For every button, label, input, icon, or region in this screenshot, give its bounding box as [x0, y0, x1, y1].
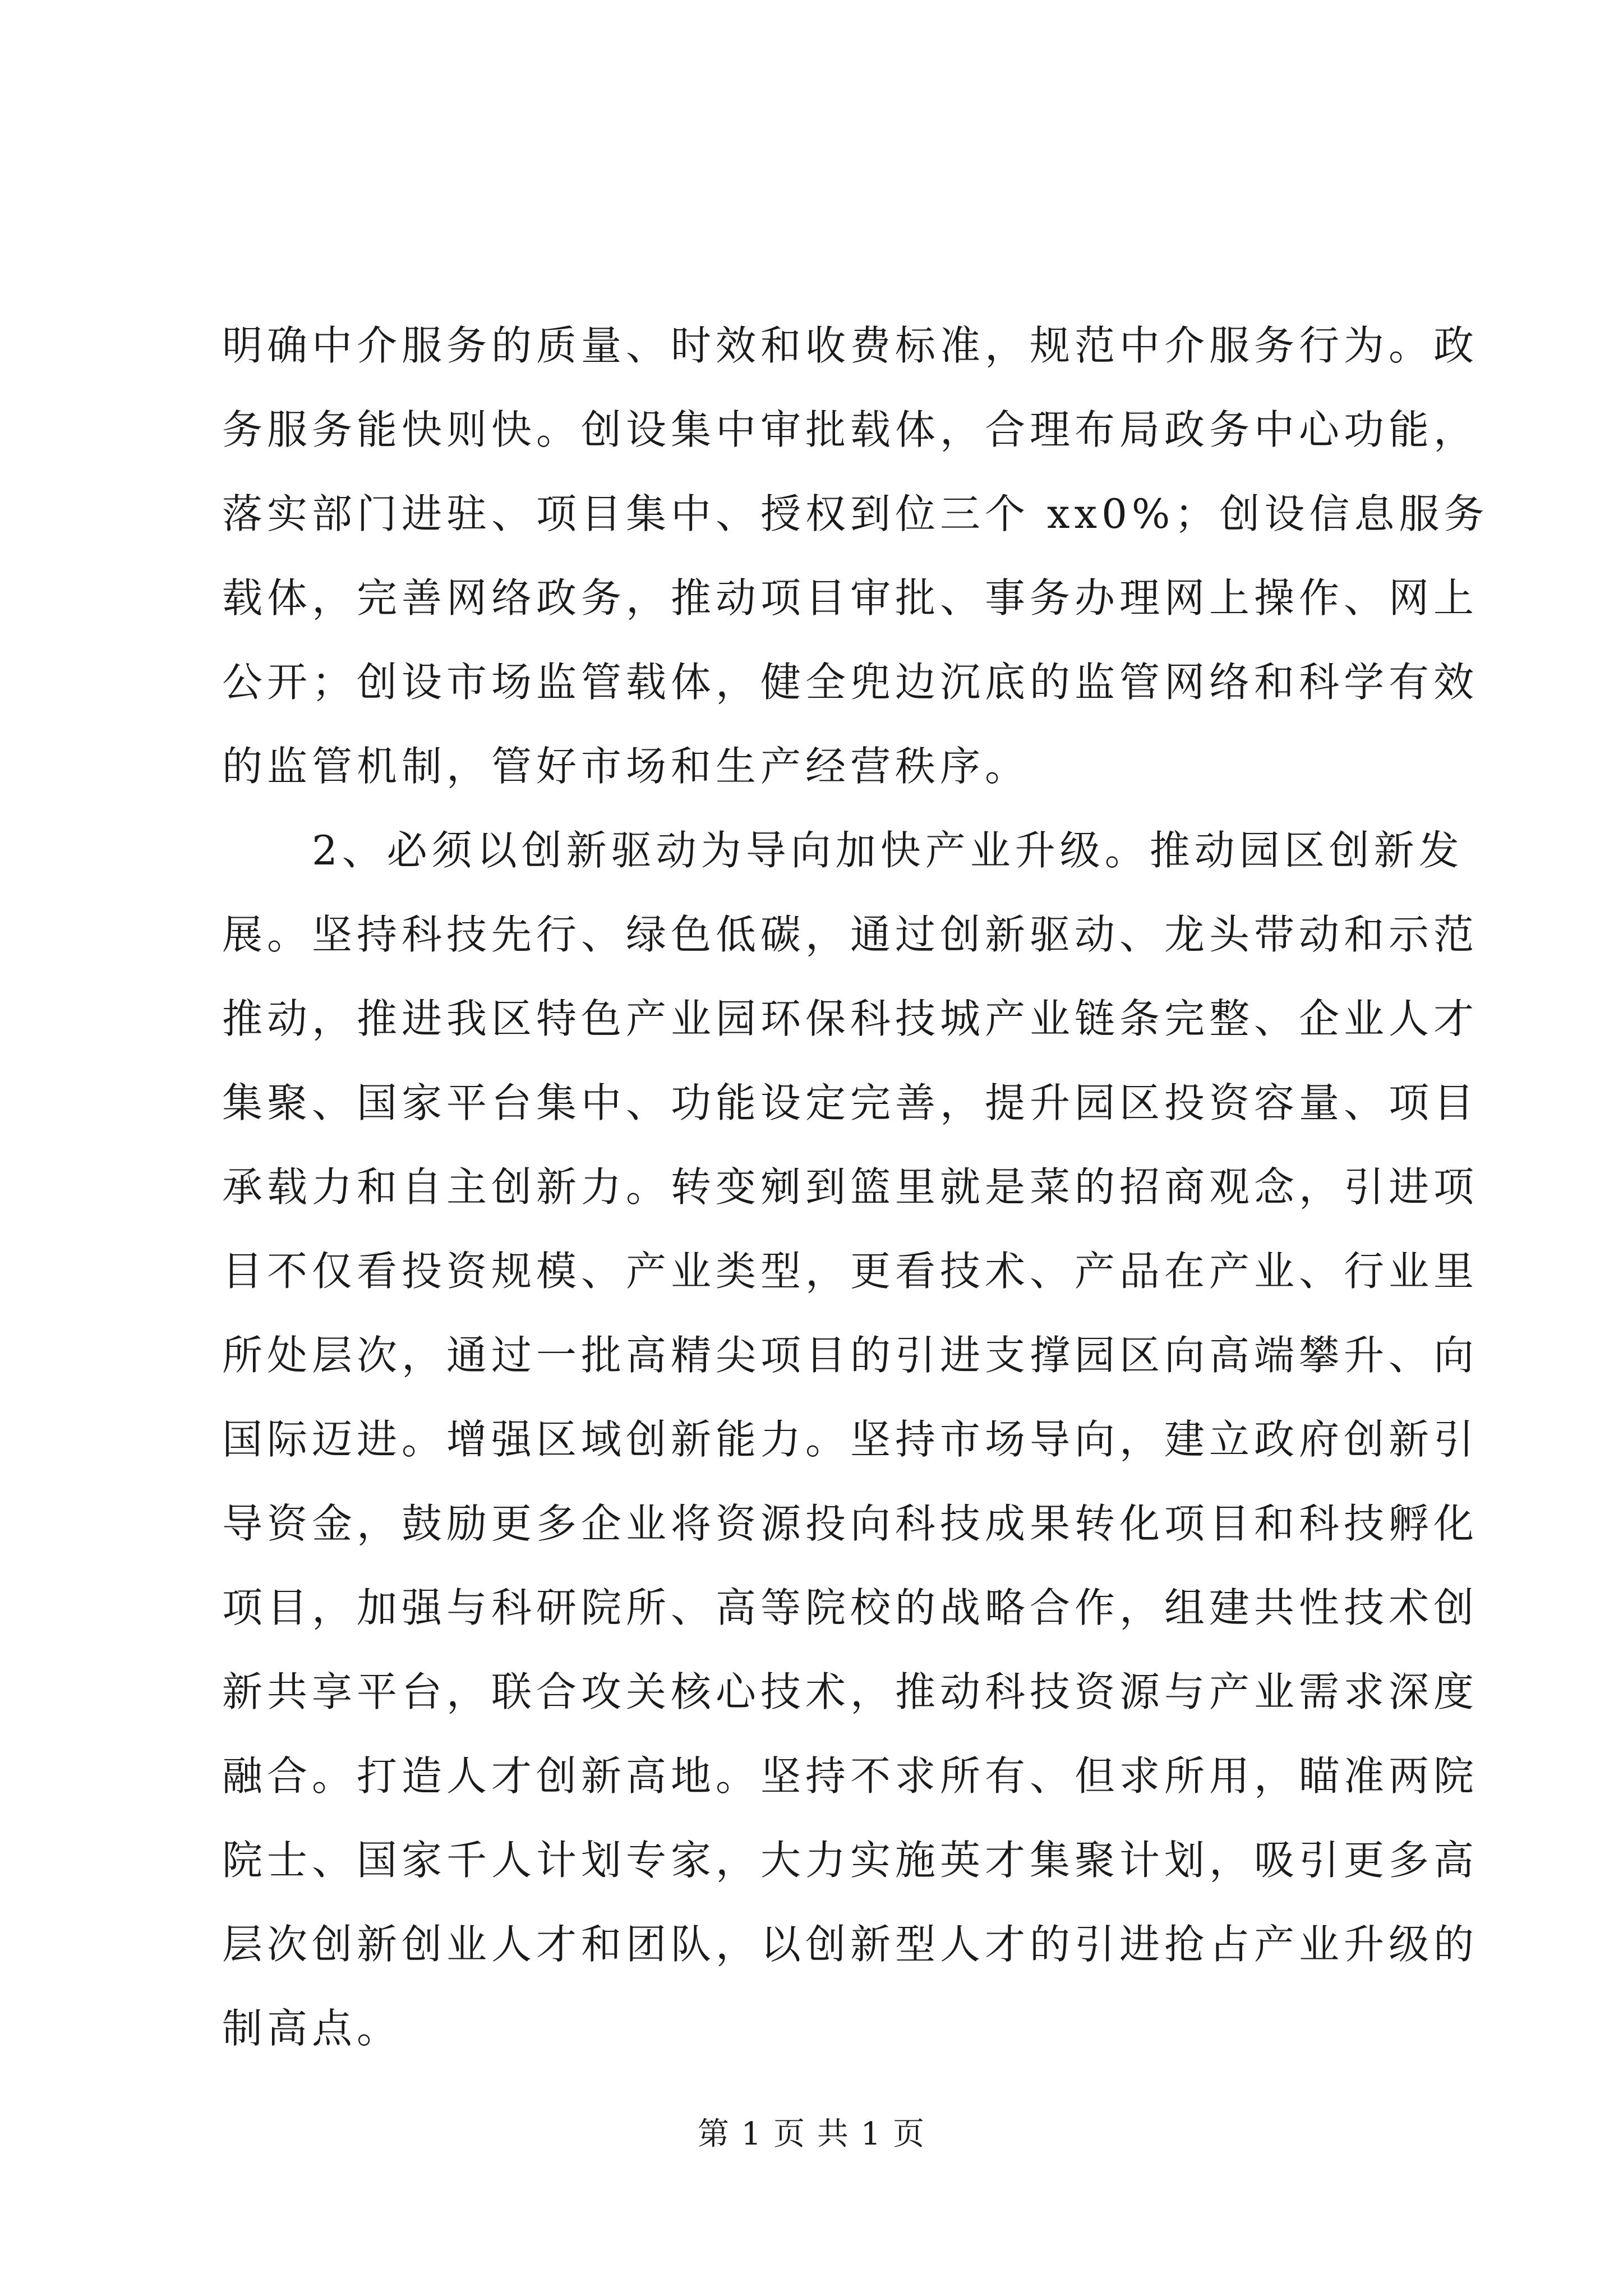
text-line: 落实部门进驻、项目集中、授权到位三个 xx0%；创设信息服务 [222, 490, 1489, 537]
page-footer [0, 2109, 1623, 2154]
text-line: 明确中介服务的质量、时效和收费标准，规范中介服务行为。政 [222, 322, 1479, 369]
paragraph-2 [222, 808, 1479, 2070]
text-line: 载体，完善网络政务，推动项目审批、事务办理网上操作、网上 [222, 574, 1479, 622]
paragraph-1 [222, 303, 1489, 808]
text-line: 项目，加强与科研院所、高等院校的战略合作，组建共性技术创 [222, 1584, 1479, 1631]
text-line: 新共享平台，联合攻关核心技术，推动科技资源与产业需求深度 [222, 1668, 1479, 1715]
text-line: 推动，推进我区特色产业园环保科技城产业链条完整、企业人才 [222, 995, 1479, 1042]
text-line: 集聚、国家平台集中、功能设定完善，提升园区投资容量、项目 [222, 1079, 1479, 1126]
text-line: 融合。打造人才创新高地。坚持不求所有、但求所用，瞄准两院 [222, 1752, 1479, 1800]
page-number: 第 1 页 共 1 页 [697, 2116, 926, 2152]
text-line: 所处层次，通过一批高精尖项目的引进支撑园区向高端攀升、向 [222, 1332, 1479, 1379]
text-line: 导资金，鼓励更多企业将资源投向科技成果转化项目和科技孵化 [222, 1500, 1479, 1547]
text-line: 务服务能快则快。创设集中审批载体，合理布局政务中心功能， [222, 406, 1479, 453]
text-line: 承载力和自主创新力。转变剜到篮里就是菜的招商观念，引进项 [222, 1163, 1479, 1211]
text-line: 2、必须以创新驱动为导向加快产业升级。推动园区创新发 [222, 827, 1464, 874]
text-line: 目不仅看投资规模、产业类型，更看技术、产品在产业、行业里 [222, 1248, 1479, 1295]
text-line: 展。坚持科技先行、绿色低碳，通过创新驱动、龙头带动和示范 [222, 911, 1479, 958]
text-line: 制高点。 [222, 2005, 402, 2052]
document-body [222, 303, 1489, 2070]
text-line: 的监管机制，管好市场和生产经营秩序。 [222, 743, 1030, 790]
text-line: 国际迈进。增强区域创新能力。坚持市场导向，建立政府创新引 [222, 1416, 1479, 1463]
text-line: 层次创新创业人才和团队，以创新型人才的引进抢占产业升级的 [222, 1921, 1479, 1968]
text-line: 院士、国家千人计划专家，大力实施英才集聚计划，吸引更多高 [222, 1837, 1479, 1884]
text-line: 公开；创设市场监管载体，健全兜边沉底的监管网络和科学有效 [222, 659, 1479, 706]
